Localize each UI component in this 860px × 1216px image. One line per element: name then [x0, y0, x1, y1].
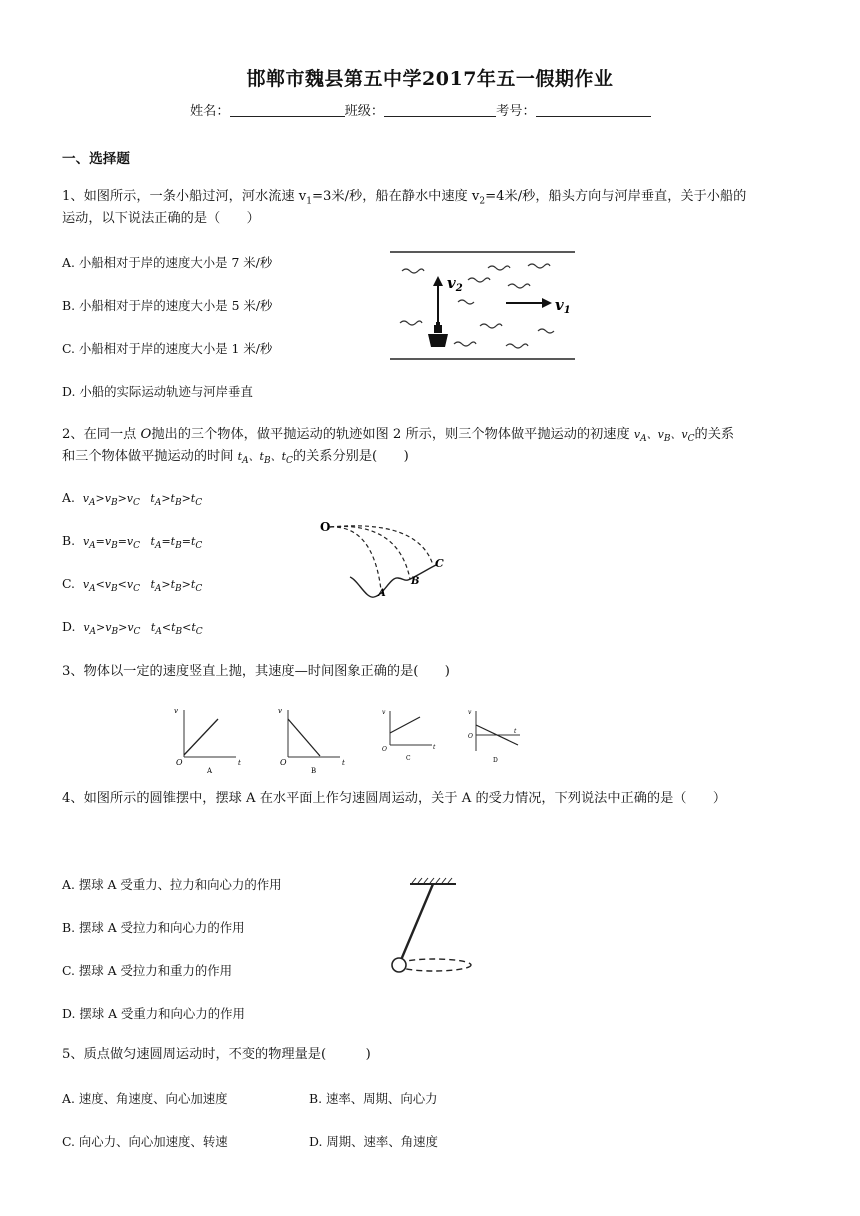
trajectory-b — [330, 526, 410, 579]
svg-text:D: D — [493, 757, 498, 764]
q4-option-d[interactable]: D. 摆球 A 受重力和向心力的作用 — [62, 1006, 245, 1021]
name-blank[interactable] — [230, 102, 345, 117]
v1-label: $v_1$ — [555, 296, 571, 316]
pendulum-ball-a — [392, 958, 406, 972]
q2-projectile-figure — [318, 515, 453, 607]
q2-velocity-vars: $v_A$、$v_B$、$v_C$ — [633, 428, 695, 445]
q1-text-c: =4米/秒，船头方向与河岸垂直，关于小船的 — [485, 189, 747, 204]
svg-text:t: t — [514, 728, 517, 735]
q5-option-b[interactable]: B. 速率、周期、向心力 — [309, 1091, 438, 1106]
q5-option-a[interactable]: A. 速度、角速度、向心加速度 — [62, 1091, 228, 1106]
svg-text:t: t — [238, 759, 241, 767]
svg-text:v: v — [278, 707, 282, 715]
v1-arrow-head — [542, 298, 552, 308]
id-label: 考号： — [496, 104, 536, 119]
q1-sub2: 2 — [479, 196, 486, 207]
svg-text:O: O — [280, 758, 287, 767]
svg-text:B: B — [311, 767, 317, 775]
q2-option-d[interactable]: D. $v_A>v_B>v_C$ $t_A<t_B<t_C$ — [62, 619, 203, 638]
q1-text-b: =3米/秒，船在静水中速度 v — [311, 189, 480, 204]
q2-option-b[interactable]: B. $v_A=v_B=v_C$ $t_A=t_B=t_C$ — [62, 533, 203, 552]
point-c-label: C — [435, 557, 444, 570]
q2-point-o: O — [140, 427, 152, 442]
q4-conical-pendulum-figure — [382, 870, 492, 982]
svg-text:t: t — [342, 759, 345, 767]
q5-stem: 5、质点做匀速圆周运动时，不变的物理量是( ) — [62, 1047, 371, 1062]
q4-option-c[interactable]: C. 摆球 A 受拉力和重力的作用 — [62, 963, 233, 978]
q2-time-vars: $t_A$、$t_B$、$t_C$ — [237, 450, 293, 467]
q3-graphs-figure — [170, 705, 530, 775]
graph-c — [382, 709, 436, 762]
graph-a — [174, 707, 241, 775]
page-title: 邯郸市魏县第五中学2017年五一假期作业 — [246, 68, 614, 90]
svg-text:O: O — [176, 758, 183, 767]
svg-text:A: A — [207, 767, 213, 775]
svg-text:v: v — [382, 709, 386, 716]
graph-d — [468, 709, 520, 764]
q1-option-d[interactable]: D. 小船的实际运动轨迹与河岸垂直 — [62, 384, 253, 399]
q1-stem-line2: 运动，以下说法正确的是（ ） — [62, 211, 260, 226]
pendulum-string — [401, 884, 433, 960]
q4-option-a[interactable]: A. 摆球 A 受重力、拉力和向心力的作用 — [62, 877, 282, 892]
point-b-label: B — [411, 576, 420, 587]
v2-arrow-head — [433, 276, 443, 286]
q5-option-c[interactable]: C. 向心力、向心加速度、转速 — [62, 1134, 228, 1149]
circular-path — [397, 959, 471, 971]
q2-text-a: 2、在同一点 — [62, 427, 141, 442]
q3-stem: 3、物体以一定的速度竖直上抛，其速度—时间图象正确的是( ) — [62, 664, 450, 679]
svg-text:v: v — [468, 709, 472, 716]
q2-text-d: 和三个物体做平抛运动的时间 — [62, 449, 238, 464]
q2-text-c: 的关系 — [694, 427, 735, 442]
q4-stem: 4、如图所示的圆锥摆中，摆球 A 在水平面上作匀速圆周运动，关于 A 的受力情况，下列说法中正确的是（ ） — [62, 791, 727, 806]
q1-river-figure — [388, 246, 578, 366]
q1-option-c[interactable]: C. 小船相对于岸的速度大小是 1 米/秒 — [62, 341, 273, 356]
q2-text-b: 抛出的三个物体，做平抛运动的轨迹如图 2 所示，则三个物体做平抛运动的初速度 — [151, 427, 634, 442]
class-label: 班级： — [344, 104, 385, 119]
q2-stem-line2 — [62, 446, 409, 472]
q1-sub1: 1 — [306, 196, 312, 207]
student-info-line — [190, 100, 651, 119]
name-label: 姓名： — [190, 104, 230, 119]
id-blank[interactable] — [536, 102, 651, 117]
boat-icon — [428, 322, 448, 347]
q2-text-e: 的关系分别是( ) — [292, 449, 409, 464]
svg-text:O: O — [468, 733, 473, 740]
section-heading: 一、选择题 — [62, 151, 130, 167]
point-o-label: O — [320, 520, 331, 534]
svg-text:t: t — [433, 744, 436, 751]
svg-text:C: C — [406, 755, 411, 762]
svg-text:O: O — [382, 746, 387, 753]
q2-option-a[interactable]: A. $v_A>v_B>v_C$ $t_A>t_B>t_C$ — [62, 490, 203, 509]
ground-curve — [350, 565, 436, 597]
class-blank[interactable] — [384, 102, 496, 117]
q2-option-c[interactable]: C. $v_A<v_B<v_C$ $t_A>t_B>t_C$ — [62, 576, 203, 595]
water-waves — [400, 264, 554, 348]
point-a-label: A — [378, 588, 386, 599]
q1-text-a: 1、如图所示，一条小船过河，河水流速 v — [62, 189, 307, 204]
graph-b — [278, 707, 345, 775]
q5-option-d[interactable]: D. 周期、速率、角速度 — [309, 1134, 438, 1149]
svg-text:v: v — [174, 707, 178, 715]
v2-label: $v_2$ — [447, 274, 463, 294]
ceiling-hatch — [412, 878, 452, 883]
trajectory-c — [330, 526, 433, 565]
q1-option-b[interactable]: B. 小船相对于岸的速度大小是 5 米/秒 — [62, 298, 273, 313]
q4-option-b[interactable]: B. 摆球 A 受拉力和向心力的作用 — [62, 920, 245, 935]
q1-option-a[interactable]: A. 小船相对于岸的速度大小是 7 米/秒 — [62, 255, 273, 270]
